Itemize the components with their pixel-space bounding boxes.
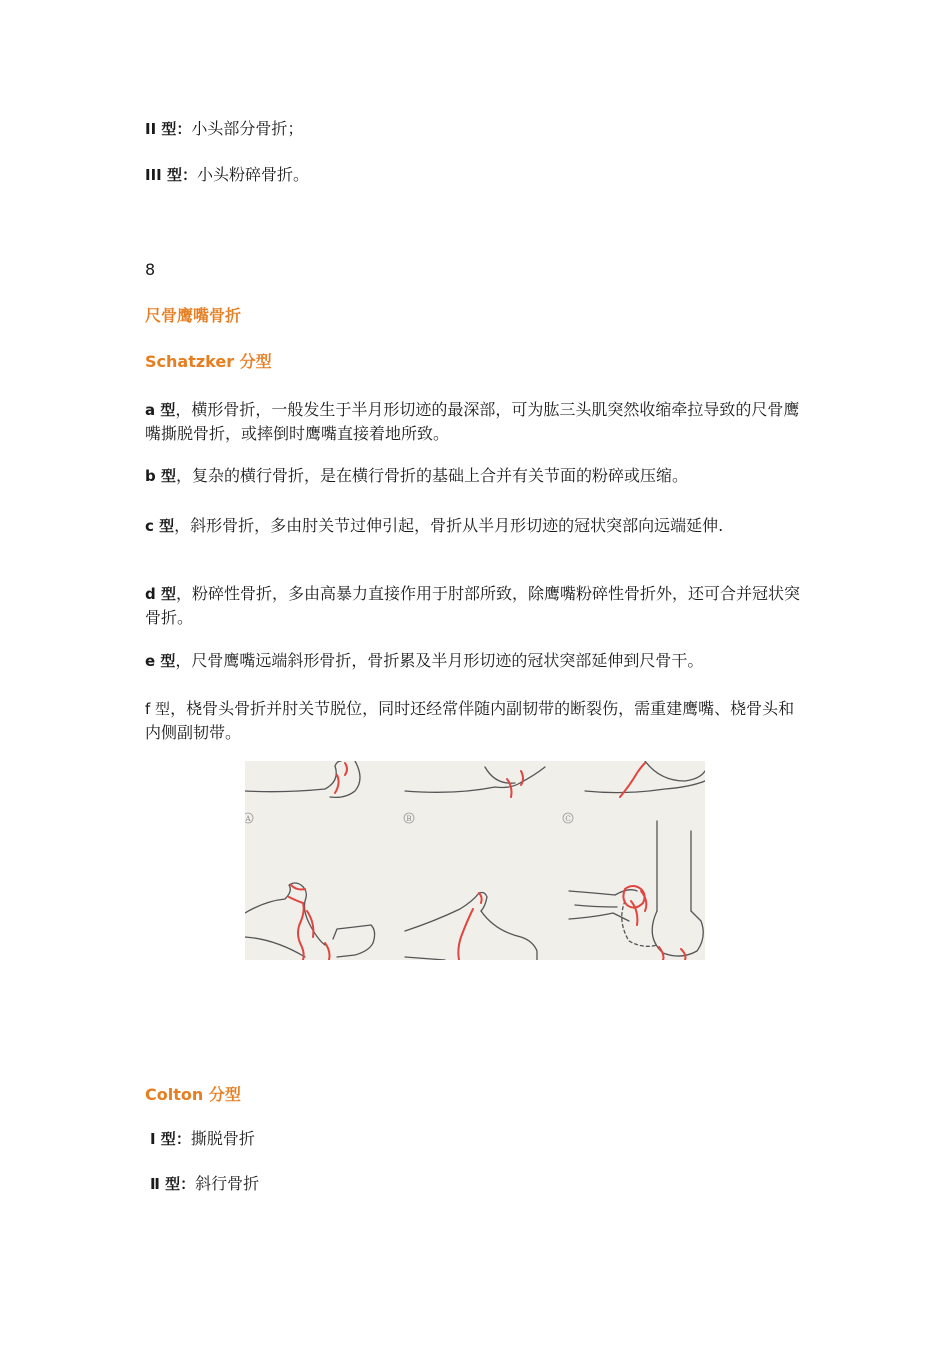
- top-sketch-b: [405, 767, 545, 797]
- type-separator: ：: [175, 1130, 191, 1148]
- schatzker-heading: Schatzker 分型: [145, 352, 272, 371]
- panel-label-b: [404, 813, 414, 823]
- olecranon-fracture-illustration: [245, 761, 705, 960]
- panel-label-c: [563, 813, 573, 823]
- type-text: 小头部分骨折；: [191, 119, 304, 138]
- type-ii-line: [145, 117, 303, 141]
- type-label: b 型: [145, 467, 176, 485]
- type-text: 小头粉碎骨折。: [196, 165, 309, 184]
- type-separator: ：: [180, 1175, 196, 1193]
- type-label: e 型: [145, 652, 176, 670]
- top-sketch-c: [585, 761, 705, 797]
- type-separator: ：: [176, 120, 192, 138]
- section-title: 尺骨鹰嘴骨折: [145, 306, 242, 325]
- type-separator: ：: [181, 166, 197, 184]
- type-text: 撕脱骨折: [190, 1129, 255, 1148]
- type-label: d 型: [145, 585, 176, 603]
- type-text: ，复杂的横行骨折，是在横行骨折的基础上合并有关节面的粉碎或压缩。: [175, 466, 688, 485]
- panel-label-a-text: A: [245, 815, 251, 823]
- schatzker-item-f: [145, 697, 810, 745]
- type-text: ，尺骨鹰嘴远端斜形骨折，骨折累及半月形切迹的冠状突部延伸到尺骨干。: [175, 651, 704, 670]
- panel-c-sketch: [569, 821, 703, 960]
- type-label: II 型: [145, 120, 177, 138]
- type-text: ，桡骨头骨折并肘关节脱位，同时还经常伴随内副韧带的断裂伤，需重建鹰嘴、桡骨头和内侧副韧带。: [145, 699, 795, 742]
- panel-label-b-text: B: [406, 815, 412, 823]
- top-sketch-a: [245, 761, 360, 797]
- type-text: ，斜形骨折，多由肘关节过伸引起，骨折从半月形切迹的冠状突部向远端延伸.: [174, 516, 724, 535]
- schatzker-item-e: [145, 649, 810, 673]
- section-number: 8: [145, 260, 156, 279]
- panel-label-a: [245, 813, 253, 823]
- type-text: ，粉碎性骨折，多由高暴力直接作用于肘部所致，除鹰嘴粉碎性骨折外，还可合并冠状突骨折。: [145, 584, 800, 627]
- type-label: c 型: [145, 517, 175, 535]
- schatzker-item-b: [145, 464, 810, 488]
- schatzker-item-c: [145, 514, 810, 538]
- colton-item-2: [150, 1172, 259, 1196]
- panel-b-sketch: [405, 893, 537, 961]
- fracture-sketch-svg: [245, 761, 705, 960]
- schatzker-item-a: [145, 398, 810, 446]
- panel-label-c-text: C: [565, 815, 571, 823]
- type-iii-line: [145, 163, 309, 187]
- colton-heading: Colton 分型: [145, 1085, 241, 1104]
- type-label: f 型: [145, 700, 171, 718]
- type-label: Ⅰ 型: [150, 1130, 176, 1148]
- type-text: 斜行骨折: [195, 1174, 260, 1193]
- type-label: a 型: [145, 401, 176, 419]
- schatzker-item-d: [145, 582, 810, 630]
- type-label: III 型: [145, 166, 182, 184]
- panel-a-sketch: [245, 883, 375, 960]
- type-text: ，横形骨折，一般发生于半月形切迹的最深部，可为肱三头肌突然收缩牵拉导致的尺骨鹰嘴撕脱骨折，或摔倒时鹰嘴直接着地所致。: [145, 400, 800, 443]
- colton-item-1: [150, 1127, 255, 1151]
- type-label: Ⅱ 型: [150, 1175, 181, 1193]
